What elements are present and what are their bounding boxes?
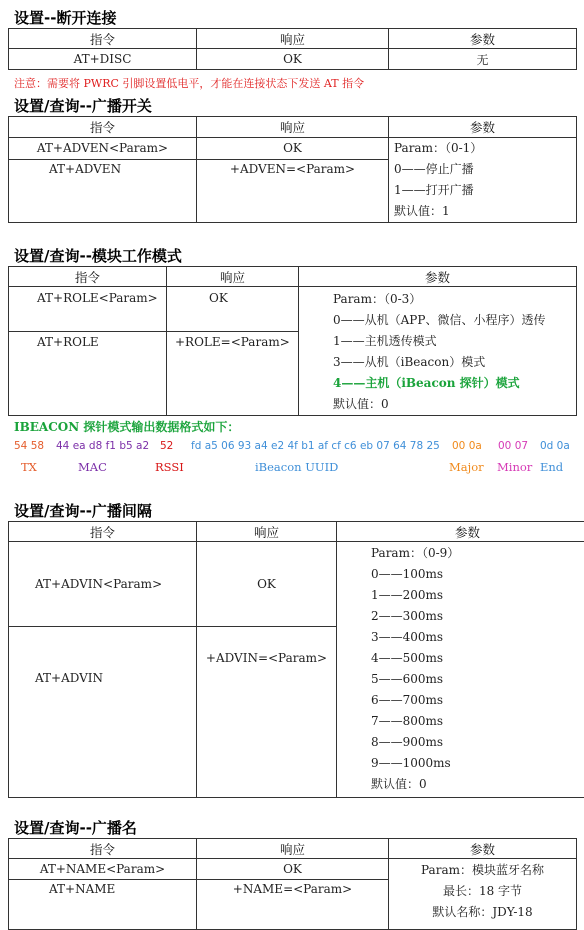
hex-rssi: 52 bbox=[160, 440, 173, 452]
command-cell: AT+DISC bbox=[9, 49, 197, 70]
response-cell: +ROLE=<Param> bbox=[167, 331, 299, 415]
param-line: 9——1000ms bbox=[371, 753, 584, 774]
section-title-work-mode: 设置/查询--模块工作模式 bbox=[14, 245, 182, 266]
label-mac: MAC bbox=[78, 460, 107, 474]
param-line: 0——100ms bbox=[371, 564, 584, 585]
param-line: 1——200ms bbox=[371, 585, 584, 606]
param-line: 8——900ms bbox=[371, 732, 584, 753]
hex-end: 0d 0a bbox=[540, 440, 570, 452]
param-line: 默认值：0 bbox=[371, 774, 584, 795]
param-line: 0——从机（APP、微信、小程序）透传 bbox=[333, 310, 576, 331]
param-line: 1——主机透传模式 bbox=[333, 331, 576, 352]
command-cell: AT+ADVEN bbox=[9, 159, 197, 223]
header-response: 响应 bbox=[167, 267, 299, 287]
param-cell bbox=[299, 287, 577, 416]
param-cell bbox=[337, 542, 584, 798]
ibeacon-format-title: IBEACON 探针模式输出数据格式如下： bbox=[14, 418, 239, 435]
pwrc-note: 注意：需要将 PWRC 引脚设置低电平，才能在连接状态下发送 AT 指令 bbox=[14, 75, 364, 91]
header-command: 指令 bbox=[9, 117, 197, 138]
table-row bbox=[9, 859, 577, 880]
param-line: Param：（0-1） bbox=[394, 138, 576, 159]
command-cell: AT+NAME<Param> bbox=[9, 859, 197, 880]
label-end: End bbox=[540, 460, 563, 474]
response-cell: +ADVIN=<Param> bbox=[197, 627, 337, 798]
header-param: 参数 bbox=[389, 839, 577, 859]
label-major: Major bbox=[449, 460, 484, 474]
response-cell: OK bbox=[167, 287, 299, 332]
hex-prefix: 54 58 bbox=[14, 440, 44, 452]
command-cell: AT+ROLE<Param> bbox=[9, 287, 167, 332]
param-line: 默认名称：JDY-18 bbox=[389, 902, 576, 923]
param-line: Param：（0-9） bbox=[371, 543, 584, 564]
section-title-adv-name: 设置/查询--广播名 bbox=[14, 817, 137, 838]
param-line: 1——打开广播 bbox=[394, 180, 576, 201]
param-line: 6——700ms bbox=[371, 690, 584, 711]
param-line: 默认值：1 bbox=[394, 201, 576, 222]
table-row bbox=[9, 138, 577, 160]
section-title-disconnect: 设置--断开连接 bbox=[14, 7, 116, 28]
param-line-highlight: 4——主机（iBeacon 探针）模式 bbox=[333, 373, 576, 394]
param-line: 5——600ms bbox=[371, 669, 584, 690]
header-response: 响应 bbox=[197, 29, 389, 49]
hex-uuid: fd a5 06 93 a4 e2 4f b1 af cf c6 eb 07 64 78 25 bbox=[191, 440, 440, 452]
hex-mac: 44 ea d8 f1 b5 a2 bbox=[56, 440, 149, 452]
command-cell: AT+ADVIN bbox=[9, 627, 197, 798]
response-cell: +NAME=<Param> bbox=[197, 880, 389, 930]
param-cell: 无 bbox=[389, 49, 577, 70]
response-cell: OK bbox=[197, 859, 389, 880]
command-cell: AT+NAME bbox=[9, 880, 197, 930]
header-response: 响应 bbox=[197, 839, 389, 859]
adv-interval-table bbox=[8, 521, 584, 798]
response-cell: OK bbox=[197, 49, 389, 70]
adv-switch-table bbox=[8, 116, 577, 223]
table-row bbox=[9, 49, 577, 70]
header-command: 指令 bbox=[9, 839, 197, 859]
table-row bbox=[9, 287, 577, 332]
disconnect-table bbox=[8, 28, 577, 70]
adv-name-table bbox=[8, 838, 577, 930]
section-title-adv-interval: 设置/查询--广播间隔 bbox=[14, 500, 152, 521]
param-line: 最长：18 字节 bbox=[389, 881, 576, 902]
table-header-row bbox=[9, 117, 577, 138]
table-row bbox=[9, 542, 584, 627]
param-line: 默认值：0 bbox=[333, 394, 576, 415]
label-uuid: iBeacon UUID bbox=[255, 460, 338, 474]
header-param: 参数 bbox=[389, 117, 577, 138]
param-line: 0——停止广播 bbox=[394, 159, 576, 180]
table-header-row bbox=[9, 839, 577, 859]
param-line: 3——400ms bbox=[371, 627, 584, 648]
table-header-row bbox=[9, 522, 584, 542]
command-cell: AT+ROLE bbox=[9, 331, 167, 415]
param-line: Param：模块蓝牙名称 bbox=[389, 860, 576, 881]
header-response: 响应 bbox=[197, 117, 389, 138]
hex-minor: 00 07 bbox=[498, 440, 528, 452]
table-header-row bbox=[9, 267, 577, 287]
response-cell: OK bbox=[197, 138, 389, 160]
param-line: 3——从机（iBeacon）模式 bbox=[333, 352, 576, 373]
label-rssi: RSSI bbox=[155, 460, 184, 474]
header-command: 指令 bbox=[9, 29, 197, 49]
param-line: 2——300ms bbox=[371, 606, 584, 627]
label-minor: Minor bbox=[497, 460, 532, 474]
section-title-adv-switch: 设置/查询--广播开关 bbox=[14, 95, 152, 116]
header-response: 响应 bbox=[197, 522, 337, 542]
command-cell: AT+ADVIN<Param> bbox=[9, 542, 197, 627]
param-line: 7——800ms bbox=[371, 711, 584, 732]
command-cell: AT+ADVEN<Param> bbox=[9, 138, 197, 160]
param-line: 4——500ms bbox=[371, 648, 584, 669]
header-command: 指令 bbox=[9, 522, 197, 542]
work-mode-table bbox=[8, 266, 577, 416]
hex-major: 00 0a bbox=[452, 440, 482, 452]
header-command: 指令 bbox=[9, 267, 167, 287]
param-line: Param：（0-3） bbox=[333, 289, 576, 310]
header-param: 参数 bbox=[337, 522, 584, 542]
param-cell bbox=[389, 138, 577, 223]
response-cell: OK bbox=[197, 542, 337, 627]
table-header-row bbox=[9, 29, 577, 49]
header-param: 参数 bbox=[389, 29, 577, 49]
param-cell bbox=[389, 859, 577, 930]
response-cell: +ADVEN=<Param> bbox=[197, 159, 389, 223]
header-param: 参数 bbox=[299, 267, 577, 287]
label-tx: TX bbox=[21, 460, 37, 474]
